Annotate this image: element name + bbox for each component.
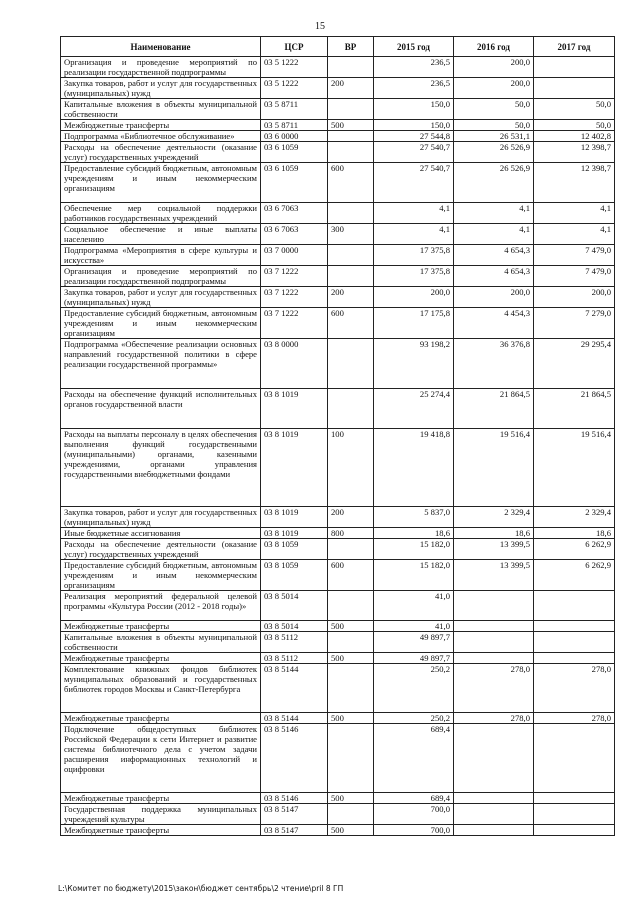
row-vr: 300 (328, 224, 374, 245)
row-2017 (534, 57, 615, 78)
table-row (61, 632, 615, 653)
table-row (61, 528, 615, 539)
row-csr: 03 7 0000 (261, 245, 328, 266)
row-2017 (534, 825, 615, 836)
row-2016: 13 399,5 (454, 539, 534, 560)
row-name: Подключение общедоступных библиотек Российской Федерации к сети Интернет и развитие системы библиотечного дела с учетом задачи расширения информационных технологий и оцифровки (61, 724, 261, 793)
row-name: Иные бюджетные ассигнования (61, 528, 261, 539)
row-name: Расходы на обеспечение деятельности (оказание услуг) государственных учреждений (61, 142, 261, 163)
row-2015: 150,0 (374, 120, 454, 131)
row-2017: 18,6 (534, 528, 615, 539)
row-2015: 700,0 (374, 825, 454, 836)
row-csr: 03 5 1222 (261, 78, 328, 99)
row-2016: 4,1 (454, 203, 534, 224)
row-vr: 100 (328, 429, 374, 507)
row-2015: 93 198,2 (374, 339, 454, 389)
row-name: Капитальные вложения в объекты муниципальной собственности (61, 632, 261, 653)
row-vr (328, 804, 374, 825)
footer-file-path: L:\Комитет по бюджету\2015\закон\бюджет сентябрь\2 чтение\pril 8 ГП (58, 884, 344, 893)
row-2017: 6 262,9 (534, 560, 615, 591)
row-2017: 7 479,0 (534, 266, 615, 287)
row-csr: 03 6 1059 (261, 142, 328, 163)
budget-table (60, 36, 615, 836)
row-csr: 03 5 8711 (261, 120, 328, 131)
row-2017: 29 295,4 (534, 339, 615, 389)
row-vr (328, 142, 374, 163)
row-name: Межбюджетные трансферты (61, 793, 261, 804)
row-2016: 4 654,3 (454, 266, 534, 287)
row-2016: 50,0 (454, 99, 534, 120)
row-2015: 250,2 (374, 713, 454, 724)
row-2017: 19 516,4 (534, 429, 615, 507)
row-2016 (454, 804, 534, 825)
row-2016 (454, 632, 534, 653)
row-name: Подпрограмма «Мероприятия в сфере культуры и искусства» (61, 245, 261, 266)
row-name: Закупка товаров, работ и услуг для государственных (муниципальных) нужд (61, 287, 261, 308)
row-2017 (534, 804, 615, 825)
row-2017: 50,0 (534, 99, 615, 120)
table-row (61, 825, 615, 836)
header-name: Наименование (61, 37, 261, 57)
row-2015: 236,5 (374, 78, 454, 99)
row-name: Подпрограмма «Библиотечное обслуживание» (61, 131, 261, 142)
table-row (61, 724, 615, 793)
table-row (61, 287, 615, 308)
row-vr: 600 (328, 560, 374, 591)
row-name: Реализация мероприятий федеральной целевой программы «Культура России (2012 - 2018 годы)» (61, 591, 261, 621)
row-csr: 03 5 8711 (261, 99, 328, 120)
row-csr: 03 8 5147 (261, 804, 328, 825)
row-2016: 2 329,4 (454, 507, 534, 528)
row-2016 (454, 724, 534, 793)
row-vr: 500 (328, 793, 374, 804)
row-2016: 278,0 (454, 664, 534, 713)
table-row (61, 507, 615, 528)
row-vr (328, 57, 374, 78)
row-2015: 150,0 (374, 99, 454, 120)
table-row (61, 245, 615, 266)
table-row (61, 713, 615, 724)
row-2017: 12 402,8 (534, 131, 615, 142)
row-2016: 19 516,4 (454, 429, 534, 507)
table-row (61, 793, 615, 804)
row-name: Капитальные вложения в объекты муниципальной собственности (61, 99, 261, 120)
row-2015: 5 837,0 (374, 507, 454, 528)
row-name: Государственная поддержка муниципальных учреждений культуры (61, 804, 261, 825)
row-csr: 03 6 1059 (261, 163, 328, 203)
row-2015: 689,4 (374, 724, 454, 793)
row-name: Социальное обеспечение и иные выплаты населению (61, 224, 261, 245)
row-vr: 200 (328, 287, 374, 308)
header-csr: ЦСР (261, 37, 328, 57)
table-row (61, 266, 615, 287)
row-name: Межбюджетные трансферты (61, 120, 261, 131)
row-vr (328, 724, 374, 793)
table-row (61, 163, 615, 203)
row-2016: 4 454,3 (454, 308, 534, 339)
row-name: Закупка товаров, работ и услуг для государственных (муниципальных) нужд (61, 507, 261, 528)
row-2017: 21 864,5 (534, 389, 615, 429)
row-2017: 12 398,7 (534, 142, 615, 163)
row-vr (328, 99, 374, 120)
row-2017: 50,0 (534, 120, 615, 131)
row-csr: 03 7 1222 (261, 308, 328, 339)
row-2016: 26 526,9 (454, 163, 534, 203)
row-2016: 21 864,5 (454, 389, 534, 429)
row-vr (328, 591, 374, 621)
row-2015: 49 897,7 (374, 653, 454, 664)
row-2015: 689,4 (374, 793, 454, 804)
row-name: Межбюджетные трансферты (61, 621, 261, 632)
table-row (61, 131, 615, 142)
row-2015: 17 375,8 (374, 245, 454, 266)
row-csr: 03 8 5112 (261, 632, 328, 653)
row-name: Расходы на обеспечение функций исполнительных органов государственной власти (61, 389, 261, 429)
row-csr: 03 8 5014 (261, 591, 328, 621)
row-csr: 03 8 5144 (261, 713, 328, 724)
row-name: Предоставление субсидий бюджетным, автономным учреждениям и иным некоммерческим организациям (61, 163, 261, 203)
row-vr (328, 539, 374, 560)
row-2015: 15 182,0 (374, 560, 454, 591)
row-vr: 500 (328, 621, 374, 632)
row-vr (328, 389, 374, 429)
table-row (61, 99, 615, 120)
row-2016 (454, 653, 534, 664)
table-row (61, 804, 615, 825)
row-vr: 600 (328, 308, 374, 339)
row-vr: 500 (328, 825, 374, 836)
row-name: Комплектование книжных фондов библиотек муниципальных образований и государственных библиотек городов Москвы и Санкт-Петербурга (61, 664, 261, 713)
row-2017 (534, 793, 615, 804)
row-csr: 03 8 1019 (261, 528, 328, 539)
page-number: 15 (315, 21, 325, 32)
table-row (61, 203, 615, 224)
row-2015: 4,1 (374, 203, 454, 224)
row-csr: 03 8 5146 (261, 793, 328, 804)
row-csr: 03 7 1222 (261, 287, 328, 308)
header-2016: 2016 год (454, 37, 534, 57)
row-2016: 4,1 (454, 224, 534, 245)
row-csr: 03 8 0000 (261, 339, 328, 389)
row-name: Подпрограмма «Обеспечение реализации основных направлений государственной политики в сфере реализации государственной программы» (61, 339, 261, 389)
row-2015: 17 175,8 (374, 308, 454, 339)
row-csr: 03 8 1019 (261, 429, 328, 507)
row-2015: 25 274,4 (374, 389, 454, 429)
row-2016 (454, 591, 534, 621)
row-2015: 27 540,7 (374, 142, 454, 163)
row-2017: 278,0 (534, 664, 615, 713)
row-name: Обеспечение мер социальной поддержки работников государственных учреждений (61, 203, 261, 224)
row-vr: 200 (328, 507, 374, 528)
row-csr: 03 8 1059 (261, 560, 328, 591)
table-row (61, 120, 615, 131)
row-2017 (534, 632, 615, 653)
row-2017 (534, 653, 615, 664)
row-2016: 278,0 (454, 713, 534, 724)
row-2015: 250,2 (374, 664, 454, 713)
row-vr (328, 203, 374, 224)
table-row (61, 339, 615, 389)
table-row (61, 591, 615, 621)
row-2017 (534, 78, 615, 99)
row-csr: 03 6 7063 (261, 224, 328, 245)
row-2015: 41,0 (374, 621, 454, 632)
row-2017: 7 279,0 (534, 308, 615, 339)
table-row (61, 78, 615, 99)
row-2017: 6 262,9 (534, 539, 615, 560)
table-row (61, 653, 615, 664)
row-2016: 26 531,1 (454, 131, 534, 142)
row-2016: 200,0 (454, 57, 534, 78)
row-csr: 03 5 1222 (261, 57, 328, 78)
row-vr: 500 (328, 713, 374, 724)
row-csr: 03 8 5146 (261, 724, 328, 793)
row-2015: 236,5 (374, 57, 454, 78)
row-name: Организация и проведение мероприятий по реализации государственной подпрограммы (61, 266, 261, 287)
row-vr: 500 (328, 653, 374, 664)
header-2015: 2015 год (374, 37, 454, 57)
row-2015: 200,0 (374, 287, 454, 308)
row-csr: 03 6 7063 (261, 203, 328, 224)
row-csr: 03 7 1222 (261, 266, 328, 287)
table-row (61, 664, 615, 713)
row-csr: 03 8 5014 (261, 621, 328, 632)
table-header-row (61, 37, 615, 57)
row-vr: 800 (328, 528, 374, 539)
row-name: Расходы на выплаты персоналу в целях обеспечения выполнения функций государственными (муниципальными) органами, казенными учреждениями, органами управления государственными внебюджетными фондами (61, 429, 261, 507)
row-2016: 26 526,9 (454, 142, 534, 163)
row-csr: 03 8 1059 (261, 539, 328, 560)
row-2017: 4,1 (534, 203, 615, 224)
row-2016: 4 654,3 (454, 245, 534, 266)
row-vr (328, 339, 374, 389)
row-2016 (454, 825, 534, 836)
row-2016: 13 399,5 (454, 560, 534, 591)
row-2017: 2 329,4 (534, 507, 615, 528)
row-name: Организация и проведение мероприятий по реализации государственной подпрограммы (61, 57, 261, 78)
row-name: Межбюджетные трансферты (61, 653, 261, 664)
row-2017: 12 398,7 (534, 163, 615, 203)
row-csr: 03 8 5112 (261, 653, 328, 664)
table-row (61, 429, 615, 507)
row-vr: 500 (328, 120, 374, 131)
row-2015: 4,1 (374, 224, 454, 245)
row-name: Предоставление субсидий бюджетным, автономным учреждениям и иным некоммерческим организациям (61, 560, 261, 591)
row-vr (328, 632, 374, 653)
row-vr (328, 245, 374, 266)
row-name: Закупка товаров, работ и услуг для государственных (муниципальных) нужд (61, 78, 261, 99)
row-2016 (454, 793, 534, 804)
row-2016: 36 376,8 (454, 339, 534, 389)
table-row (61, 389, 615, 429)
row-2016: 200,0 (454, 78, 534, 99)
table-row (61, 57, 615, 78)
row-name: Предоставление субсидий бюджетным, автономным учреждениям и иным некоммерческим организациям (61, 308, 261, 339)
row-2016: 200,0 (454, 287, 534, 308)
row-2015: 27 540,7 (374, 163, 454, 203)
row-2016 (454, 621, 534, 632)
row-vr (328, 131, 374, 142)
row-2015: 41,0 (374, 591, 454, 621)
row-2017: 7 479,0 (534, 245, 615, 266)
row-csr: 03 8 5147 (261, 825, 328, 836)
header-vr: ВР (328, 37, 374, 57)
row-name: Межбюджетные трансферты (61, 713, 261, 724)
row-2015: 27 544,8 (374, 131, 454, 142)
row-2015: 18,6 (374, 528, 454, 539)
table-row (61, 224, 615, 245)
row-2017 (534, 621, 615, 632)
row-2015: 15 182,0 (374, 539, 454, 560)
row-2017: 4,1 (534, 224, 615, 245)
row-vr (328, 664, 374, 713)
row-2015: 700,0 (374, 804, 454, 825)
row-name: Межбюджетные трансферты (61, 825, 261, 836)
row-name: Расходы на обеспечение деятельности (оказание услуг) государственных учреждений (61, 539, 261, 560)
row-csr: 03 8 1019 (261, 389, 328, 429)
row-2016: 18,6 (454, 528, 534, 539)
row-2015: 17 375,8 (374, 266, 454, 287)
row-2017 (534, 724, 615, 793)
table-row (61, 621, 615, 632)
row-vr: 200 (328, 78, 374, 99)
row-csr: 03 8 1019 (261, 507, 328, 528)
row-csr: 03 8 5144 (261, 664, 328, 713)
row-2016: 50,0 (454, 120, 534, 131)
row-2017: 200,0 (534, 287, 615, 308)
row-vr (328, 266, 374, 287)
row-2017 (534, 591, 615, 621)
row-2015: 49 897,7 (374, 632, 454, 653)
table-row (61, 539, 615, 560)
row-2015: 19 418,8 (374, 429, 454, 507)
table-row (61, 308, 615, 339)
table-row (61, 142, 615, 163)
row-csr: 03 6 0000 (261, 131, 328, 142)
header-2017: 2017 год (534, 37, 615, 57)
row-vr: 600 (328, 163, 374, 203)
row-2017: 278,0 (534, 713, 615, 724)
table-row (61, 560, 615, 591)
